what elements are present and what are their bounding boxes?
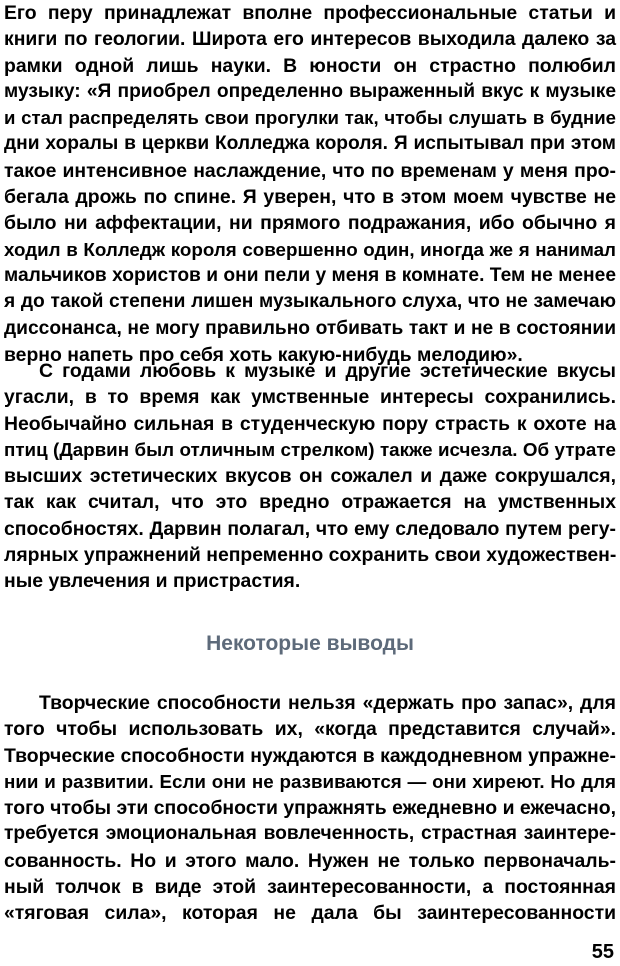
- text-line: и стал распределять свои прогулки так, чтобы слушать в будние: [4, 107, 616, 129]
- text-line: ные увлечения и пристрастия.: [4, 570, 301, 593]
- text-line: мальчиков хористов и они пели у меня в комнате. Тем не менее: [4, 264, 616, 286]
- text-line: книги по геологии. Широта его интересов выходила далеко за: [4, 28, 616, 51]
- paragraph-aesthetic-tastes: [4, 358, 616, 595]
- text-line: высших эстетических вкусов он сожалел и даже сокрушался,: [4, 465, 616, 488]
- text-line: бегала дрожь по спине. Я уверен, что в этом моем чувстве не: [4, 186, 616, 209]
- text-line: Творческие способности нельзя «держать про запас», для: [39, 692, 616, 714]
- text-line: Необычайно сильная в студенческую пору страсть к охоте на: [4, 412, 616, 435]
- text-line: С годами любовь к музыке и другие эстетические вкусы: [39, 360, 616, 382]
- text-line: я до такой степени лишен музыкального слуха, что не замечаю: [4, 291, 616, 313]
- text-line: диссонанса, не могу правильно отбивать такт и не в состоянии: [4, 317, 616, 339]
- text-line: лярных упражнений непременно сохранить свои художествен-: [4, 544, 617, 567]
- text-line: Его перу принадлежат вполне профессиональные статьи и: [4, 2, 616, 24]
- text-line: ный толчок в виде этой заинтересованности, а постоянная: [4, 876, 616, 899]
- text-line: так как считал, что это вредно отражается на умственных: [4, 491, 616, 514]
- paragraph-darwin-music: [4, 0, 616, 368]
- text-line: сованность. Но и этого мало. Нужен не только первоначаль-: [4, 849, 616, 872]
- text-line: дни хоралы в церкви Колледжа короля. Я испытывал при этом: [4, 133, 616, 155]
- text-line: того чтобы эти способности упражнять ежедневно и ежечасно,: [4, 797, 616, 820]
- text-line: нии и развитии. Если они не развиваются — они хиреют. Но для: [4, 770, 616, 792]
- text-line: требуется эмоциональная вовлеченность, страстная заинтере-: [4, 823, 616, 845]
- text-line: ходил в Колледж короля совершенно один, иногда же я нанимал: [4, 238, 616, 260]
- text-line: было ни аффектации, ни прямого подражания, ибо обычно я: [4, 212, 616, 235]
- text-line: угасли, в то время как умственные интересы сохранились.: [4, 386, 616, 409]
- text-line: такое интенсивное наслаждение, что по временам у меня про-: [4, 159, 616, 182]
- section-heading: Некоторые выводы: [206, 632, 414, 655]
- text-line: Творческие способности нуждаются в каждодневном упражне-: [4, 744, 616, 767]
- text-line: птиц (Дарвин был отличным стрелком) также исчезла. Об утрате: [4, 438, 616, 460]
- text-line: того чтобы использовать их, «когда представится случай».: [4, 718, 616, 741]
- text-line: верно напеть про себя хоть какую-нибудь мелодию».: [4, 343, 523, 366]
- page-number: 55: [591, 941, 614, 963]
- text-line: «тяговая сила», которая не дала бы заинтересованности: [4, 902, 616, 925]
- paragraph-creative-abilities: [4, 690, 616, 927]
- text-line: рамки одной лишь науки. В юности он страстно полюбил: [4, 54, 616, 77]
- text-line: музыку: «Я приобрел определенно выраженный вкус к музыке: [4, 80, 616, 102]
- text-line: способностях. Дарвин полагал, что ему следовало путем регу-: [4, 517, 616, 540]
